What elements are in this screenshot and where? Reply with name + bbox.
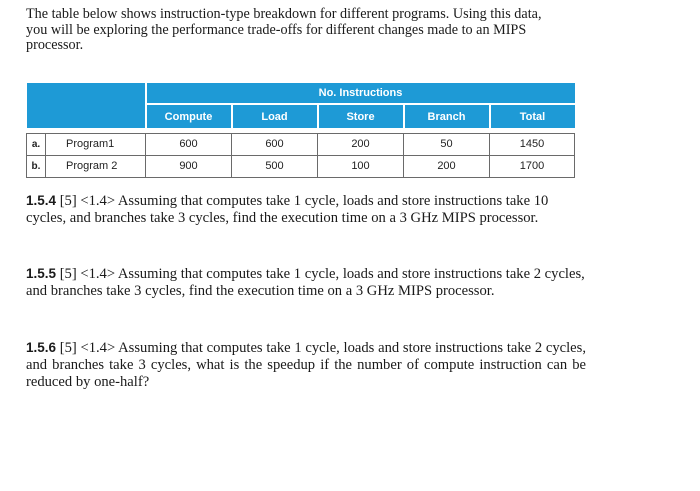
instruction-table [26, 83, 575, 178]
question-number: 1.5.5 [26, 266, 57, 281]
column-header-store: Store [318, 104, 404, 128]
header-blank-program [46, 83, 146, 128]
question-1-5-5 [26, 265, 586, 300]
cell-total: 1700 [490, 155, 575, 177]
group-header: No. Instructions [146, 83, 575, 104]
cell-store: 200 [318, 133, 404, 155]
intro-paragraph: The table below shows instruction-type breakdown for different programs. Using this data, you will be exploring the performance trade-offs for different changes made to an MIPS processor. [26, 6, 542, 53]
header-blank-label [27, 83, 46, 128]
cell-compute: 600 [146, 133, 232, 155]
table-row [27, 133, 575, 155]
table-row [27, 155, 575, 177]
question-text: [5] <1.4> Assuming that computes take 1 cycle, loads and store instructions take 10 cycles, and branches take 3 cycles, find the execution time on a 3 GHz MIPS processor. [26, 193, 549, 226]
column-header-total: Total [490, 104, 575, 128]
cell-compute: 900 [146, 155, 232, 177]
column-header-branch: Branch [404, 104, 490, 128]
column-header-load: Load [232, 104, 318, 128]
cell-branch: 50 [404, 133, 490, 155]
column-header-compute: Compute [146, 104, 232, 128]
question-text: [5] <1.4> Assuming that computes take 1 cycle, loads and store instructions take 2 cycles, and branches take 3 cycles, what is the speedup if the number of compute instruction can be reduced by one-half? [26, 340, 586, 390]
question-number: 1.5.4 [26, 193, 57, 208]
row-label: b. [27, 155, 46, 177]
program-name: Program 2 [46, 155, 146, 177]
cell-load: 600 [232, 133, 318, 155]
cell-total: 1450 [490, 133, 575, 155]
question-1-5-6 [26, 339, 586, 391]
program-name: Program1 [46, 133, 146, 155]
question-1-5-4 [26, 192, 586, 227]
row-label: a. [27, 133, 46, 155]
question-text: [5] <1.4> Assuming that computes take 1 cycle, loads and store instructions take 2 cycles, and branches take 3 cycles, find the execution time on a 3 GHz MIPS processor. [26, 266, 585, 299]
cell-branch: 200 [404, 155, 490, 177]
cell-store: 100 [318, 155, 404, 177]
question-number: 1.5.6 [26, 340, 57, 355]
cell-load: 500 [232, 155, 318, 177]
